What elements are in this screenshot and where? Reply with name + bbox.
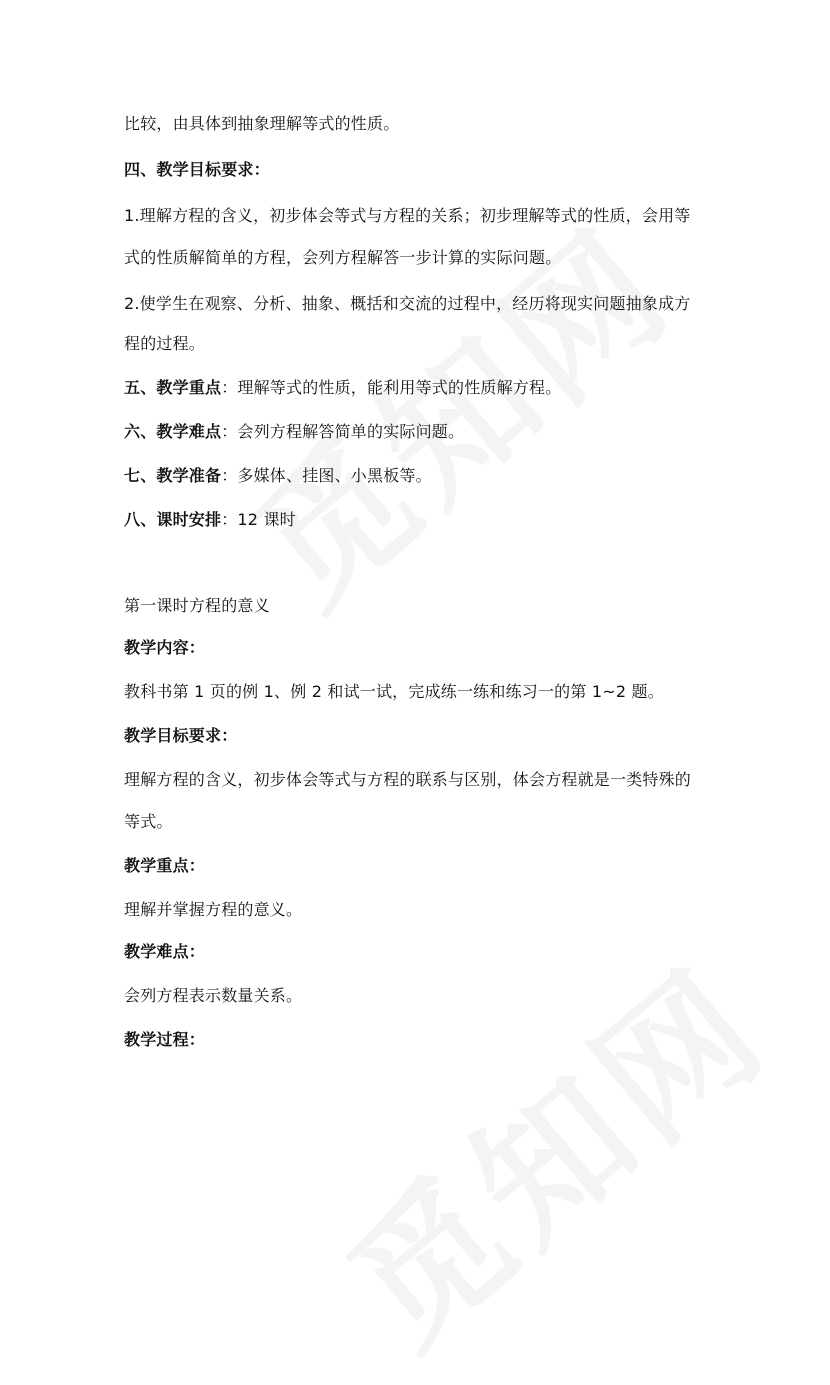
section-heading-objectives: 四、教学目标要求： [124, 160, 270, 179]
lesson-title: 第一课时方程的意义 [124, 596, 270, 615]
watermark-text [202, 171, 709, 645]
heading-teaching-key-point: 教学重点： [124, 856, 206, 875]
body-text-line: 比较，由具体到抽象理解等式的性质。 [124, 114, 400, 133]
section-difficult-points [124, 422, 464, 442]
section-text: ：会列方程解答简单的实际问题。 [221, 422, 465, 441]
section-key-points [124, 378, 561, 398]
heading-teaching-objectives: 教学目标要求： [124, 726, 238, 745]
body-text-line: 1.理解方程的含义，初步体会等式与方程的关系；初步理解等式的性质，会用等 [124, 206, 691, 225]
section-heading: 七、教学准备 [124, 466, 222, 485]
section-heading: 五、教学重点 [124, 378, 222, 397]
body-text-line: 理解并掌握方程的意义。 [124, 900, 303, 919]
section-heading: 八、课时安排 [124, 510, 222, 529]
section-text: ：理解等式的性质，能利用等式的性质解方程。 [221, 378, 562, 397]
heading-teaching-content: 教学内容： [124, 638, 206, 657]
heading-teaching-difficulty: 教学难点： [124, 942, 206, 961]
body-text-line: 理解方程的含义，初步体会等式与方程的联系与区别，体会方程就是一类特殊的 [124, 770, 692, 789]
body-text-line: 会列方程表示数量关系。 [124, 986, 303, 1005]
section-heading: 六、教学难点 [124, 422, 222, 441]
section-schedule [124, 510, 296, 530]
body-text-line: 程的过程。 [124, 334, 206, 353]
body-text-line: 式的性质解简单的方程，会列方程解答一步计算的实际问题。 [124, 248, 562, 267]
section-preparation [124, 466, 432, 486]
section-text: ：多媒体、挂图、小黑板等。 [221, 466, 432, 485]
watermark-text [297, 911, 804, 1385]
body-text-line: 2.使学生在观察、分析、抽象、概括和交流的过程中，经历将现实问题抽象成方 [124, 294, 691, 313]
section-text: ：12 课时 [221, 510, 296, 529]
body-text-line: 教科书第 1 页的例 1、例 2 和试一试，完成练一练和练习一的第 1~2 题。 [124, 682, 664, 701]
body-text-line: 等式。 [124, 812, 173, 831]
heading-teaching-process: 教学过程： [124, 1030, 206, 1049]
